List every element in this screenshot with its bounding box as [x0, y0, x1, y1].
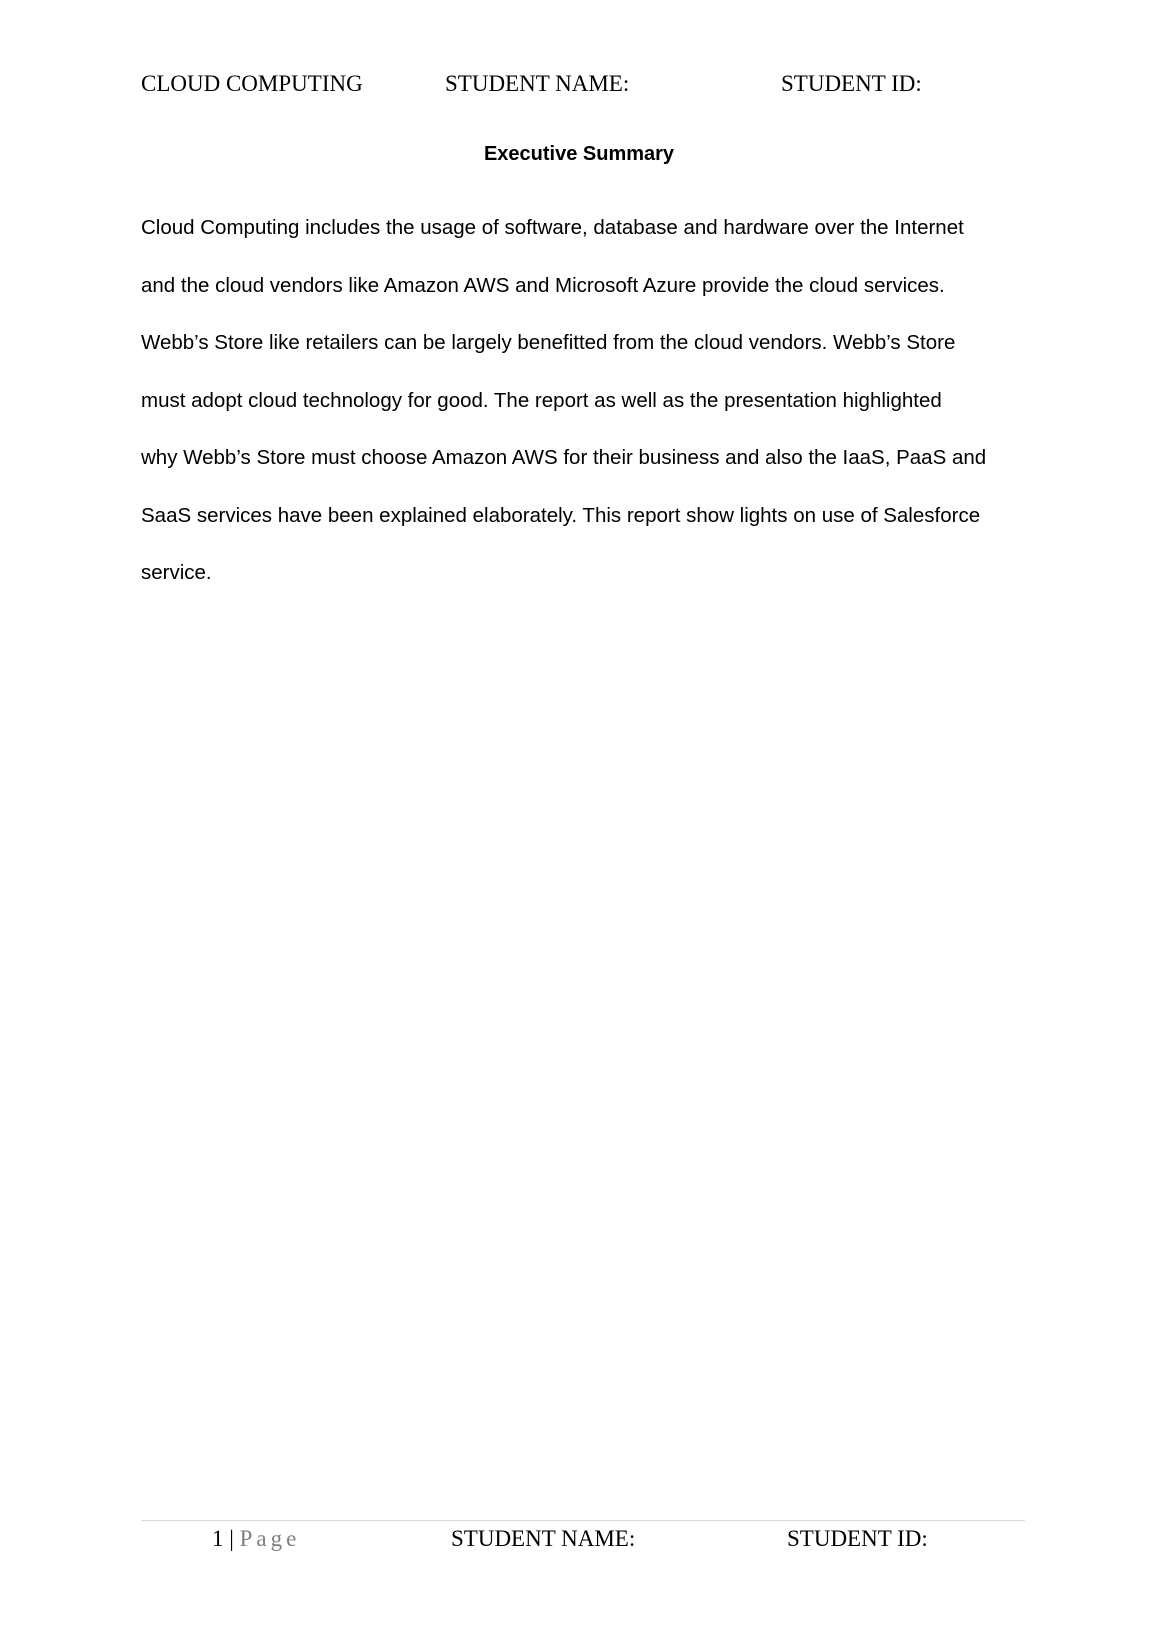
paragraph-line: SaaS services have been explained elaborately. This report show lights on use of Salesforce	[141, 503, 981, 527]
paragraph-line: must adopt cloud technology for good. The report as well as the presentation highlighted	[141, 388, 942, 412]
paragraph-line: why Webb’s Store must choose Amazon AWS for their business and also the IaaS, PaaS and	[141, 446, 987, 469]
page-header	[141, 68, 1021, 100]
page-footer	[141, 1523, 1025, 1555]
paragraph-line: Webb’s Store like retailers can be largely benefitted from the cloud vendors. Webb’s Store	[141, 331, 956, 354]
paragraph-line: and the cloud vendors like Amazon AWS and Microsoft Azure provide the cloud services.	[141, 273, 945, 297]
paragraph-line: service.	[141, 561, 212, 584]
page-label: Page	[239, 1526, 301, 1551]
page-number: 1	[212, 1526, 224, 1551]
footer-student-id: STUDENT ID:	[787, 1526, 928, 1551]
header-course-title: CLOUD COMPUTING	[141, 71, 363, 96]
page-separator: |	[223, 1526, 240, 1551]
summary-paragraph	[141, 214, 1021, 617]
footer-page-indicator	[212, 1523, 300, 1555]
section-title: Executive Summary	[483, 143, 675, 165]
header-student-id: STUDENT ID:	[781, 71, 922, 96]
footer-student-name: STUDENT NAME:	[451, 1526, 636, 1551]
paragraph-line: Cloud Computing includes the usage of software, database and hardware over the Internet	[141, 216, 964, 239]
footer-divider	[141, 1520, 1025, 1521]
header-student-name: STUDENT NAME:	[445, 71, 630, 96]
